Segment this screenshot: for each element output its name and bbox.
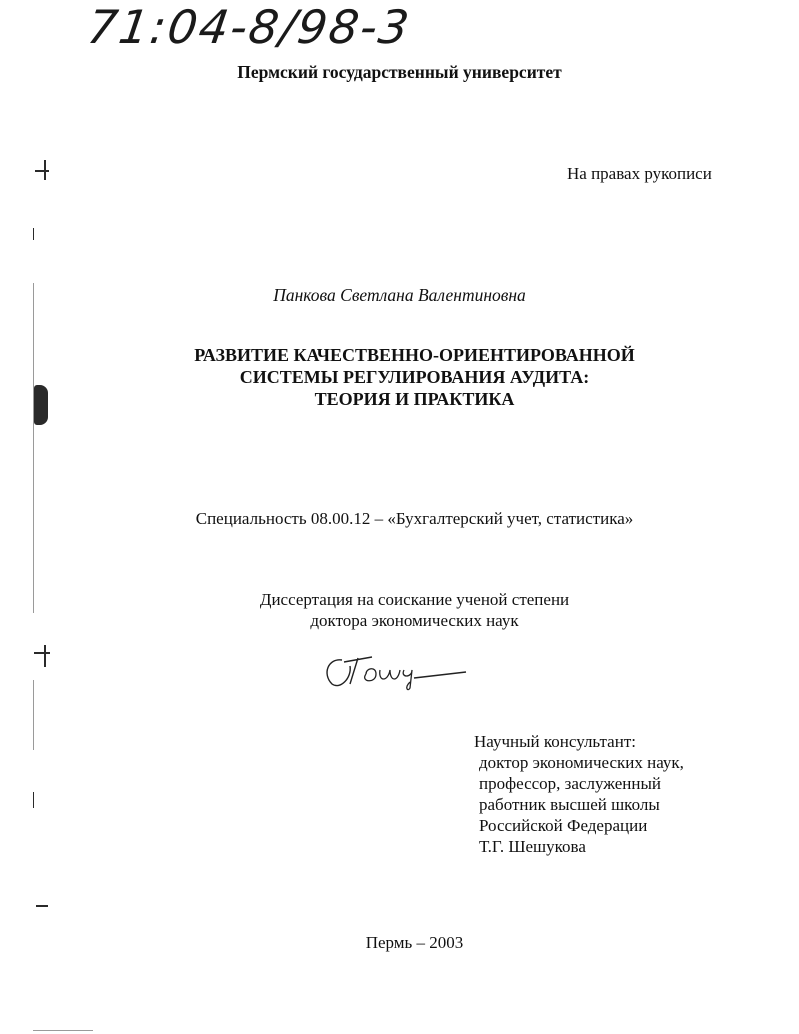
dissertation-title: [0, 344, 799, 410]
advisor-line: работник высшей школы: [479, 795, 660, 814]
scan-artifact: [35, 170, 49, 172]
author-name: Панкова Светлана Валентиновна: [273, 285, 526, 305]
degree-line: доктора экономических наук: [310, 611, 519, 630]
scan-artifact: [34, 652, 50, 654]
advisor-line: Научный консультант:: [474, 732, 636, 751]
title-line: СИСТЕМЫ РЕГУЛИРОВАНИЯ АУДИТА:: [239, 367, 590, 387]
scientific-advisor: [474, 731, 684, 857]
scan-artifact: [33, 283, 34, 613]
scan-artifact: [33, 680, 34, 750]
university-name: Пермский государственный университет: [237, 62, 562, 82]
advisor-line: Российской Федерации: [479, 816, 648, 835]
city-year: Пермь – 2003: [365, 933, 464, 952]
degree-line: Диссертация на соискание ученой степени: [259, 590, 570, 609]
archive-code-handwritten: 71:04-8/98-3: [84, 0, 415, 54]
specialty: Специальность 08.00.12 – «Бухгалтерский учет, статистика»: [195, 509, 634, 528]
scan-artifact: [33, 228, 34, 240]
title-line: РАЗВИТИЕ КАЧЕСТВЕННО-ОРИЕНТИРОВАННОЙ: [194, 345, 635, 365]
scan-artifact: [33, 792, 34, 808]
scan-artifact: [36, 905, 48, 907]
title-line: ТЕОРИЯ И ПРАКТИКА: [314, 389, 515, 409]
degree-statement: [0, 589, 799, 631]
rights-note: На правах рукописи: [567, 164, 712, 183]
scan-artifact: [33, 1030, 93, 1031]
scan-artifact: [44, 160, 46, 180]
advisor-line: Т.Г. Шешукова: [479, 837, 586, 856]
advisor-line: доктор экономических наук,: [479, 753, 684, 772]
scan-artifact: [44, 645, 46, 667]
signature-image: [320, 648, 470, 692]
advisor-line: профессор, заслуженный: [479, 774, 662, 793]
